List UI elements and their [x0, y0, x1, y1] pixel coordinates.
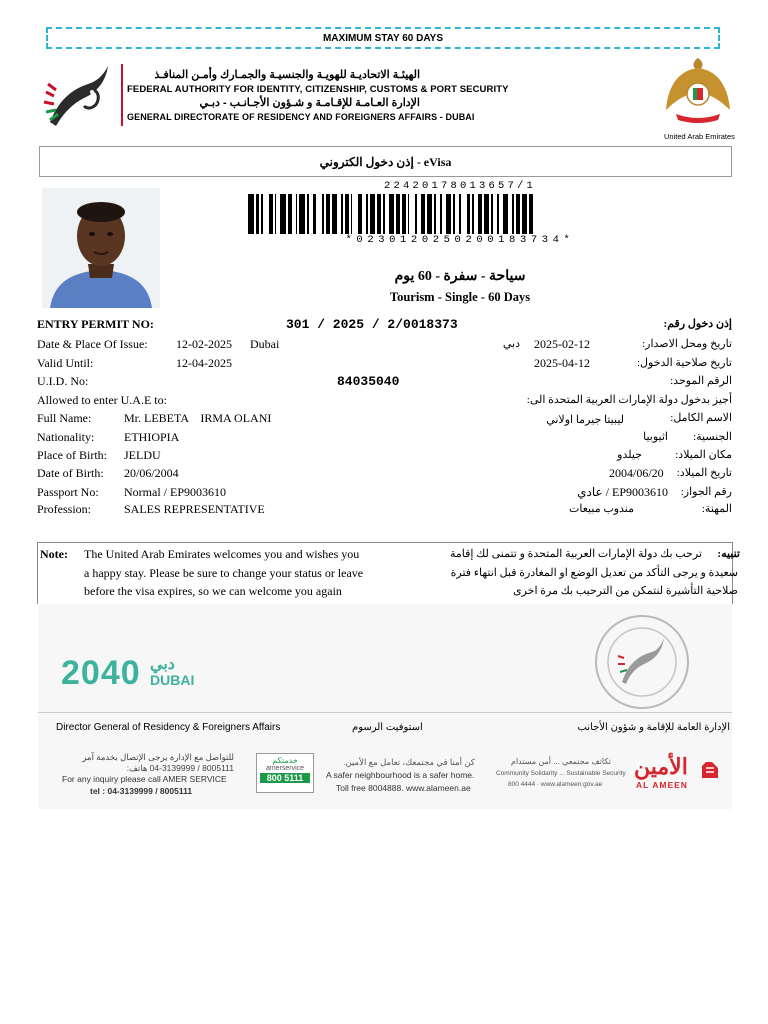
entry-permit-number: 301 / 2025 / 2/0018373: [286, 317, 458, 332]
nationality-label: Nationality:: [37, 430, 95, 444]
amer-service-logo: [256, 753, 314, 793]
allowed-label-ar: أجيز بدخول دولة الإمارات العربية المتحدة الى:: [526, 394, 732, 406]
barcode-bar: [389, 194, 395, 234]
authority-ar-line2: الإدارة العـامـة للإقـامـة و شـؤون الأجـانـب - دبـي: [199, 97, 420, 109]
amer-service-ar: خدمتكم: [272, 756, 298, 765]
portrait-image: [42, 188, 160, 308]
pob-value-ar: جيلدو: [617, 449, 642, 461]
barcode-bar: [326, 194, 330, 234]
barcode-bar: [421, 194, 425, 234]
barcode-bar: [307, 194, 309, 234]
name-value: Mr. LEBETA IRMA OLANI: [124, 411, 272, 425]
barcode-bar: [516, 194, 520, 234]
valid-date-ar: 2025-04-12: [534, 356, 590, 370]
note-label-ar: تنبيه:: [717, 548, 740, 560]
barcode-bar: [459, 194, 461, 234]
barcode-bar: [491, 194, 493, 234]
directorate-ar: الإدارة العامة للإقامة و شؤون الأجانب: [577, 722, 730, 733]
community-en: Community Solidarity ... Sustainable Security: [496, 770, 626, 777]
dob-label: Date of Birth:: [37, 466, 104, 480]
ameen-tollfree: Toll free 8004888. www.alameen.ae: [336, 783, 471, 793]
barcode-bottom-number: *0230120250200183734*: [345, 234, 575, 246]
dubai-2040-en: DUBAI: [150, 672, 195, 688]
director-title: Director General of Residency & Foreigners Affairs: [56, 722, 281, 733]
passport-label: Passport No:: [37, 485, 99, 499]
alameen-logo-en: AL AMEEN: [636, 780, 688, 790]
passport-label-ar: رقم الجواز:: [680, 486, 732, 498]
barcode-bar: [248, 194, 254, 234]
entry-permit-label-ar: إذن دخول رقم:: [663, 318, 732, 330]
issue-label-ar: تاريخ ومحل الاصدار:: [642, 338, 732, 350]
pob-label-ar: مكان الميلاد:: [675, 449, 732, 461]
profession-value: SALES REPRESENTATIVE: [124, 502, 265, 516]
issue-place: Dubai: [250, 337, 280, 351]
barcode-bar: [370, 194, 376, 234]
barcode-bar: [440, 194, 442, 234]
barcode-bar: [322, 194, 324, 234]
profession-value-ar: مندوب مبيعات: [569, 503, 634, 515]
valid-label: Valid Until:: [37, 356, 94, 370]
valid-label-ar: تاريخ صلاحية الدخول:: [636, 357, 732, 369]
ameen-slogan-en: A safer neighbourhood is a safer home.: [326, 770, 475, 780]
barcode-bar: [377, 194, 381, 234]
barcode-bar: [358, 194, 362, 234]
barcode-bar: [453, 194, 455, 234]
barcode-bar: [522, 194, 528, 234]
authority-en-line2: GENERAL DIRECTORATE OF RESIDENCY AND FOREIGNERS AFFAIRS - DUBAI: [127, 112, 475, 122]
amer-ar-line2: 8005111 / 04-3139999 هاتف:: [126, 763, 234, 773]
valid-date: 12-04-2025: [176, 356, 232, 370]
dubai-2040-ar: دبي: [150, 656, 175, 673]
barcode-bar: [296, 194, 298, 234]
amer-ar-line1: للتواصل مع الإدارة يرجى الإتصال بخدمة آمر: [82, 752, 234, 762]
barcode-bar: [467, 194, 471, 234]
applicant-photo: [42, 188, 160, 308]
barcode-bar: [472, 194, 474, 234]
passport-value: Normal / EP9003610: [124, 485, 226, 499]
barcode-bar: [529, 194, 533, 234]
name-label-ar: الاسم الكامل:: [670, 412, 732, 424]
uid-label: U.I.D. No:: [37, 374, 89, 388]
note-label: Note:: [40, 547, 68, 561]
passport-value-ar: EP9003610 / عادي: [577, 485, 668, 499]
barcode-bar: [497, 194, 499, 234]
barcode-bar: [512, 194, 514, 234]
dob-label-ar: تاريخ الميلاد:: [676, 467, 732, 479]
emblem-caption: United Arab Emirates: [664, 132, 735, 141]
alameen-logo-ar: الأمين: [634, 754, 688, 779]
barcode: [248, 194, 670, 234]
visa-type-en: Tourism - Single - 60 Days: [389, 290, 531, 304]
nationality-value: ETHIOPIA: [124, 430, 180, 444]
falcon-logo-icon: [40, 62, 115, 130]
barcode-bar: [484, 194, 490, 234]
uid-label-ar: الرقم الموحد:: [670, 375, 732, 387]
note-line2: a happy stay. Please be sure to change your status or leave: [84, 566, 364, 580]
amer-service-en: amerservice: [265, 765, 305, 772]
barcode-bar: [383, 194, 385, 234]
issue-date: 12-02-2025: [176, 337, 232, 351]
barcode-bar: [427, 194, 433, 234]
barcode-bar: [402, 194, 406, 234]
nationality-label-ar: الجنسية:: [693, 431, 732, 443]
allowed-label: Allowed to enter U.A.E to:: [37, 393, 167, 407]
alameen-hand-icon: [698, 758, 722, 782]
barcode-bar: [408, 194, 410, 234]
barcode-bar: [288, 194, 292, 234]
evisa-title: إذن دخول الكتروني - eVisa: [39, 146, 732, 177]
note-line3: before the visa expires, so we can welcome you again: [84, 584, 342, 598]
header-divider: [121, 64, 123, 126]
max-stay-banner: MAXIMUM STAY 60 DAYS: [46, 27, 720, 49]
barcode-bar: [345, 194, 349, 234]
barcode-bar: [366, 194, 368, 234]
note-line1: The United Arab Emirates welcomes you and wishes you: [84, 547, 360, 561]
pob-label: Place of Birth:: [37, 448, 107, 462]
barcode-bar: [275, 194, 277, 234]
amer-en-line1: For any inquiry please call AMER SERVICE: [62, 774, 227, 784]
barcode-bar: [332, 194, 338, 234]
profession-label-ar: المهنة:: [701, 503, 732, 515]
barcode-bar: [313, 194, 317, 234]
barcode-bar: [351, 194, 353, 234]
barcode-bar: [503, 194, 509, 234]
uae-emblem-icon: [662, 54, 734, 130]
entry-permit-label: ENTRY PERMIT NO:: [37, 317, 154, 331]
barcode-bar: [415, 194, 417, 234]
barcode-bar: [299, 194, 305, 234]
authority-en-line1: FEDERAL AUTHORITY FOR IDENTITY, CITIZENSHIP, CUSTOMS & PORT SECURITY: [127, 84, 509, 95]
barcode-bar: [341, 194, 343, 234]
issue-date-ar: 2025-02-12: [534, 337, 590, 351]
issue-label: Date & Place Of Issue:: [37, 337, 148, 351]
note-ar-line2: سعيدة و يرجى التأكد من تعديل الوضع او المغادرة قبل انتهاء فترة: [450, 567, 738, 579]
official-seal-icon: [592, 612, 692, 712]
barcode-bar: [269, 194, 273, 234]
dob-value-ar: 2004/06/20: [609, 466, 664, 480]
barcode-top-number: 22420178013657/1: [383, 180, 537, 192]
profession-label: Profession:: [37, 502, 91, 516]
dubai-2040-number: 2040: [61, 654, 141, 692]
note-ar-line3: صلاحية التأشيرة لنتمكن من الترحيب بك مرة اخرى: [513, 585, 738, 597]
community-contact: 800 4444 · www.alameen.gov.ae: [508, 781, 603, 788]
barcode-bar: [396, 194, 400, 234]
nationality-value-ar: اثيوبيا: [643, 431, 668, 443]
amer-en-line2: tel : 04-3139999 / 8005111: [90, 786, 193, 796]
name-value-ar: ليبيتا جيرما اولاني: [546, 414, 624, 426]
barcode-bar: [478, 194, 482, 234]
name-label: Full Name:: [37, 411, 92, 425]
fees-collected-ar: استوفيت الرسوم: [352, 722, 423, 733]
note-ar-line1: ترحب بك دولة الإمارات العربية المتحدة و تتمنى لك إقامة: [450, 548, 702, 560]
ameen-slogan-ar: كن أمنا في مجتمعك، تعامل مع الأمين.: [343, 757, 475, 767]
visa-type-ar: سياحة - سفرة - 60 يوم: [394, 269, 526, 284]
authority-ar-line1: الهيئـة الاتحاديـة للهويـة والجنسيـة والجمـارك وأمـن المنافـذ: [154, 69, 420, 81]
dob-value: 20/06/2004: [124, 466, 179, 480]
barcode-bar: [256, 194, 260, 234]
amer-service-number: 800 5111: [260, 773, 310, 783]
barcode-bar: [446, 194, 452, 234]
pob-value: JELDU: [124, 448, 161, 462]
issue-place-ar: دبي: [502, 338, 520, 350]
uid-value: 84035040: [337, 374, 400, 389]
footer-divider: [38, 712, 732, 713]
barcode-bar: [261, 194, 263, 234]
barcode-bar: [434, 194, 436, 234]
barcode-bar: [280, 194, 286, 234]
community-ar: تكاتف مجتمعي ... أمن مستدام: [511, 757, 611, 766]
